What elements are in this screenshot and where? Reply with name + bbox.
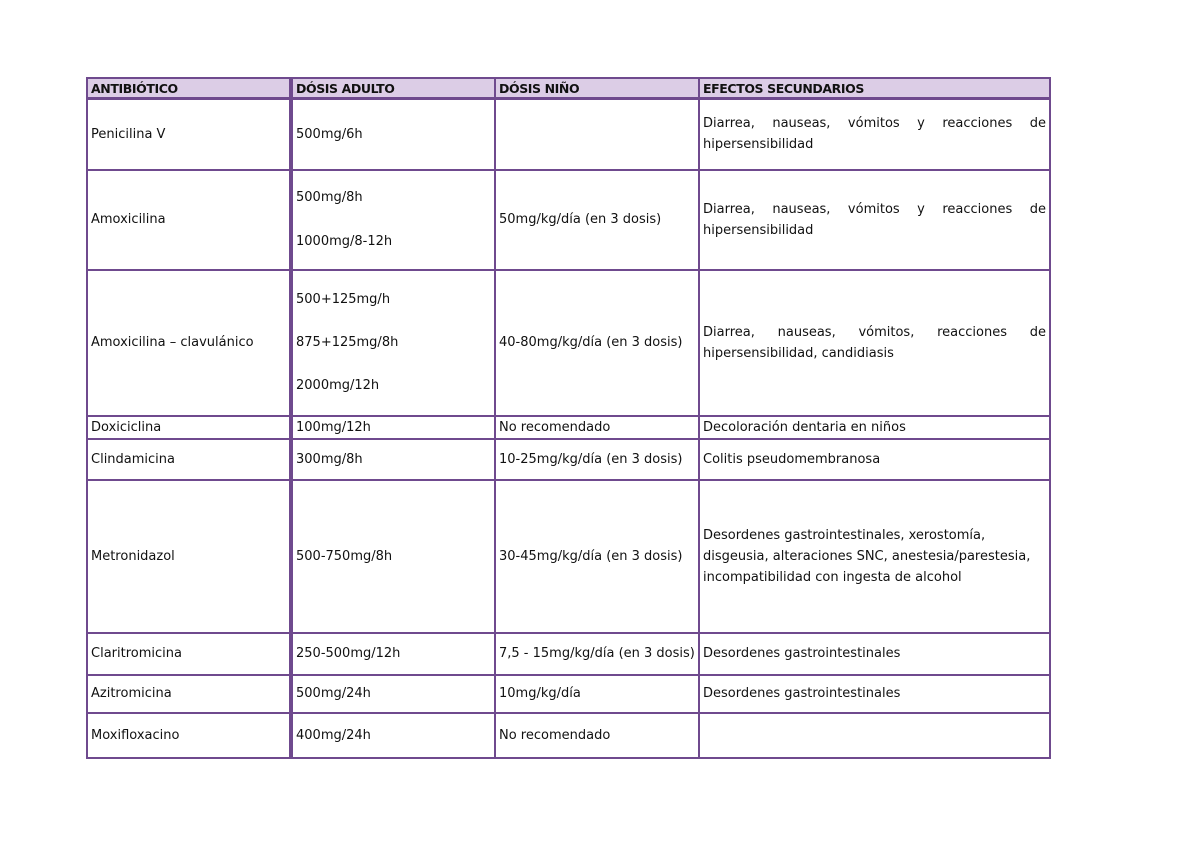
cell-adult-dose	[291, 713, 495, 758]
adult-dose-line: 1000mg/8-12h	[296, 234, 393, 249]
cell-antibiotic: Penicilina V	[87, 99, 291, 170]
cell-side-effects: Diarrea, nauseas, vómitos y reacciones de hipersensibilidad	[699, 99, 1050, 170]
header-side-effects: EFECTOS SECUNDARIOS	[699, 78, 1050, 99]
cell-antibiotic: Metronidazol	[87, 480, 291, 633]
cell-side-effects: Desordenes gastrointestinales	[699, 675, 1050, 713]
table-header-row	[87, 78, 1050, 99]
cell-adult-dose	[291, 633, 495, 675]
cell-adult-dose	[291, 416, 495, 439]
cell-antibiotic: Claritromicina	[87, 633, 291, 675]
cell-child-dose: 7,5 - 15mg/kg/día (en 3 dosis)	[495, 633, 699, 675]
cell-side-effects	[699, 713, 1050, 758]
cell-side-effects: Decoloración dentaria en niños	[699, 416, 1050, 439]
table-row	[87, 713, 1050, 758]
cell-antibiotic: Moxifloxacino	[87, 713, 291, 758]
cell-antibiotic: Azitromicina	[87, 675, 291, 713]
header-antibiotic: ANTIBIÓTICO	[87, 78, 291, 99]
cell-child-dose: 40-80mg/kg/día (en 3 dosis)	[495, 270, 699, 416]
cell-antibiotic: Clindamicina	[87, 439, 291, 480]
cell-side-effects: Desordenes gastrointestinales, xerostomía, disgeusia, alteraciones SNC, anestesia/parestesia, incompatibilidad con ingesta de alcohol	[699, 480, 1050, 633]
cell-adult-dose	[291, 170, 495, 270]
table-row	[87, 439, 1050, 480]
table-row	[87, 675, 1050, 713]
cell-adult-dose	[291, 270, 495, 416]
cell-child-dose: 10mg/kg/día	[495, 675, 699, 713]
adult-dose-line: 300mg/8h	[296, 451, 363, 467]
adult-dose-line: 500mg/8h	[296, 190, 363, 205]
cell-antibiotic: Doxiciclina	[87, 416, 291, 439]
adult-dose-line: 500+125mg/h	[296, 292, 391, 307]
table-row	[87, 270, 1050, 416]
adult-dose-line: 100mg/12h	[296, 419, 371, 435]
adult-dose-line: 400mg/24h	[296, 727, 371, 743]
table-row	[87, 633, 1050, 675]
cell-child-dose: 50mg/kg/día (en 3 dosis)	[495, 170, 699, 270]
adult-dose-line: 500mg/6h	[296, 126, 363, 142]
cell-side-effects: Diarrea, nauseas, vómitos, reacciones de hipersensibilidad, candidiasis	[699, 270, 1050, 416]
cell-child-dose: 30-45mg/kg/día (en 3 dosis)	[495, 480, 699, 633]
cell-side-effects: Colitis pseudomembranosa	[699, 439, 1050, 480]
adult-dose-line: 500mg/24h	[296, 686, 371, 701]
cell-child-dose: No recomendado	[495, 713, 699, 758]
adult-dose-line: 250-500mg/12h	[296, 646, 401, 661]
cell-adult-dose	[291, 675, 495, 713]
antibiotic-table	[86, 77, 1051, 759]
cell-antibiotic: Amoxicilina	[87, 170, 291, 270]
cell-antibiotic: Amoxicilina – clavulánico	[87, 270, 291, 416]
table-row	[87, 416, 1050, 439]
table-row	[87, 480, 1050, 633]
cell-adult-dose	[291, 480, 495, 633]
cell-side-effects: Diarrea, nauseas, vómitos y reacciones de hipersensibilidad	[699, 170, 1050, 270]
header-child-dose: DÓSIS NIÑO	[495, 78, 699, 99]
antibiotic-table-container	[86, 77, 1049, 759]
adult-dose-line: 2000mg/12h	[296, 378, 380, 393]
adult-dose-line: 500-750mg/8h	[296, 548, 393, 564]
cell-adult-dose	[291, 99, 495, 170]
adult-dose-line: 875+125mg/8h	[296, 335, 399, 350]
table-row	[87, 170, 1050, 270]
cell-adult-dose	[291, 439, 495, 480]
cell-side-effects: Desordenes gastrointestinales	[699, 633, 1050, 675]
header-adult-dose: DÓSIS ADULTO	[291, 78, 495, 99]
cell-child-dose	[495, 99, 699, 170]
cell-child-dose: No recomendado	[495, 416, 699, 439]
table-row	[87, 99, 1050, 170]
cell-child-dose: 10-25mg/kg/día (en 3 dosis)	[495, 439, 699, 480]
